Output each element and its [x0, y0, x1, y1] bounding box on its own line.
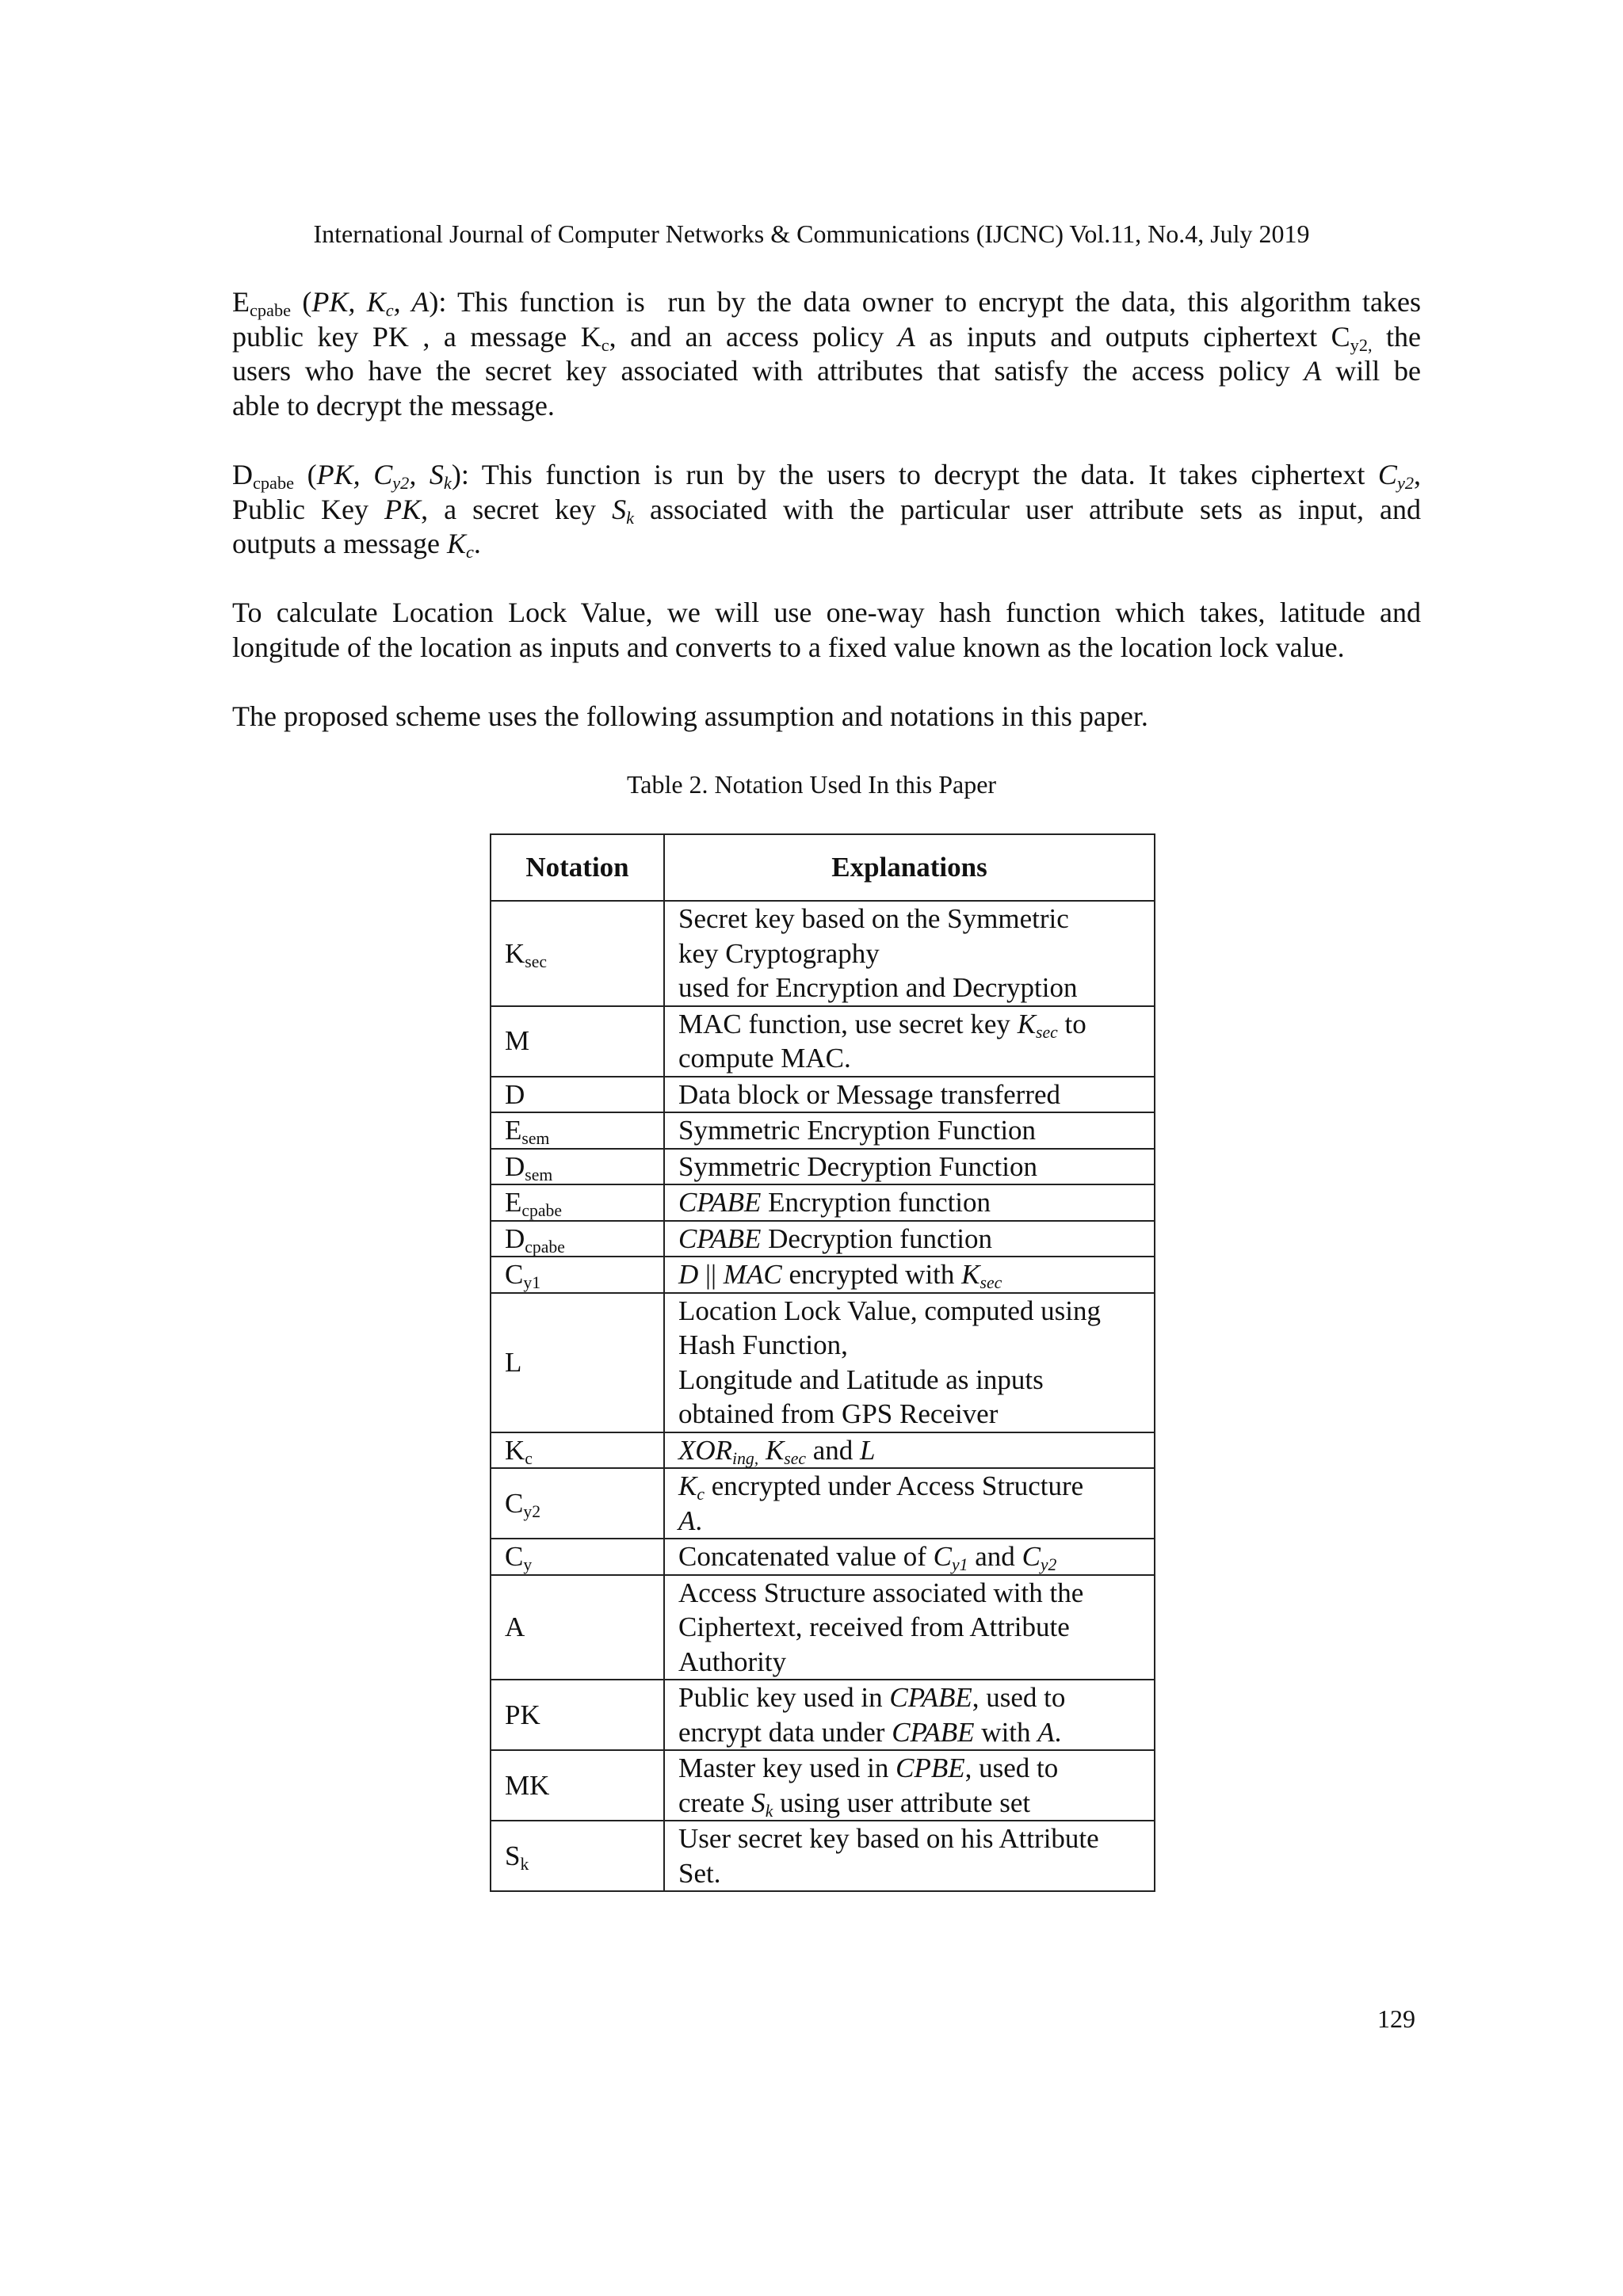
paragraph-location-lock — [232, 596, 1421, 665]
table-row — [491, 1575, 1155, 1680]
explanation-cell: Symmetric Decryption Function — [664, 1149, 1155, 1185]
notation-cell: MK — [491, 1750, 664, 1821]
table-row — [491, 1112, 1155, 1149]
notation-cell: L — [491, 1293, 664, 1432]
paragraph-line: Public Key PK, a secret key $S_k$ associated with the particular user attribute sets as input, and — [232, 493, 1421, 528]
paragraph-assumption — [232, 700, 1421, 734]
paragraph-line: able to decrypt the message. — [232, 389, 555, 421]
explanation-cell: Public key used in CPABE, used to encrypt data under CPABE with A. — [664, 1680, 1155, 1750]
explanation-cell: Concatenated value of $C_{y1}$ and $C_{y2}$ — [664, 1539, 1155, 1575]
explanation-cell: Symmetric Encryption Function — [664, 1112, 1155, 1149]
explanation-cell: CPABE Encryption function — [664, 1184, 1155, 1221]
notation-cell: $C_{y1}$ — [491, 1257, 664, 1293]
paragraph-line: To calculate Location Lock Value, we will use one-way hash function which takes, latitude and — [232, 597, 1421, 628]
table-row — [491, 1821, 1155, 1891]
explanation-cell: Master key used in CPBE, used to create $S_k$ using user attribute set — [664, 1750, 1155, 1821]
notation-cell: D — [491, 1077, 664, 1113]
table-row — [491, 1680, 1155, 1750]
explanation-cell: $K_c$ encrypted under Access Structure A. — [664, 1468, 1155, 1539]
running-header: International Journal of Computer Networks & Communications (IJCNC) Vol.11, No.4, July 2019 — [313, 219, 1310, 248]
table-row — [491, 1006, 1155, 1077]
paragraph-line: $E_{cpabe}$ (PK, $K_c$, A): This function is run by the data owner to encrypt the data, this algorithm takes — [232, 286, 1422, 321]
table-row — [491, 901, 1155, 1006]
notation-cell: $C_y$ — [491, 1539, 664, 1575]
table-row — [491, 1184, 1155, 1221]
notation-cell: A — [491, 1575, 664, 1680]
notation-cell: $D_{sem}$ — [491, 1149, 664, 1185]
explanation-cell: Secret key based on the Symmetric key Cryptography used for Encryption and Decryption — [664, 901, 1155, 1006]
table-row — [491, 1257, 1155, 1293]
table-row — [491, 1432, 1155, 1469]
table-row — [491, 1750, 1155, 1821]
paragraph-line: public key PK , a message $K_c$, and an access policy A as inputs and outputs ciphertext $C_{y2,}$ the — [232, 320, 1421, 355]
explanation-cell: Access Structure associated with the Ciphertext, received from Attribute Authority — [664, 1575, 1155, 1680]
paragraph-line: The proposed scheme uses the following assumption and notations in this paper. — [232, 700, 1148, 732]
notation-cell: $K_c$ — [491, 1432, 664, 1469]
paragraph-ecpabe — [232, 285, 1421, 423]
paragraph-line: $D_{cpabe}$ (PK, $C_{y2}$, $S_k$): This function is run by the users to decrypt the data. It takes ciphertext $C_{y2}$, — [232, 459, 1421, 494]
column-header-notation: Notation — [491, 834, 664, 901]
explanation-cell: MAC function, use secret key $K_{sec}$ to compute MAC. — [664, 1006, 1155, 1077]
explanation-cell: CPABE Decryption function — [664, 1221, 1155, 1257]
notation-cell: $D_{cpabe}$ — [491, 1221, 664, 1257]
notation-cell: $E_{sem}$ — [491, 1112, 664, 1149]
notation-cell: M — [491, 1006, 664, 1077]
table-row — [491, 1149, 1155, 1185]
notation-cell: $E_{cpabe}$ — [491, 1184, 664, 1221]
explanation-cell: User secret key based on his Attribute Set. — [664, 1821, 1155, 1891]
paragraph-dcpabe — [232, 458, 1421, 562]
explanation-cell: Data block or Message transferred — [664, 1077, 1155, 1113]
table-row — [491, 1221, 1155, 1257]
notation-cell: $K_{sec}$ — [491, 901, 664, 1006]
notation-cell: $S_k$ — [491, 1821, 664, 1891]
table-row — [491, 1539, 1155, 1575]
paragraph-line: longitude of the location as inputs and converts to a fixed value known as the location lock value. — [232, 631, 1345, 663]
paragraph-line: users who have the secret key associated with attributes that satisfy the access policy A will be — [232, 355, 1422, 387]
table-row — [491, 1077, 1155, 1113]
paragraph-line: outputs a message $K_c$. — [232, 528, 481, 563]
notation-cell: $C_{y2}$ — [491, 1468, 664, 1539]
explanation-cell: $XOR_{ing,}$ $K_{sec}$ and L — [664, 1432, 1155, 1469]
page-number: 129 — [1377, 2004, 1415, 2033]
table-caption: Table 2. Notation Used In this Paper — [626, 770, 997, 799]
notation-table — [490, 833, 1155, 1892]
table-row — [491, 1468, 1155, 1539]
explanation-cell: Location Lock Value, computed using Hash Function, Longitude and Latitude as inputs obtained from GPS Receiver — [664, 1293, 1155, 1432]
notation-cell: PK — [491, 1680, 664, 1750]
table-row — [491, 1293, 1155, 1432]
table-header-row — [491, 834, 1155, 901]
column-header-explanations: Explanations — [664, 834, 1155, 901]
explanation-cell: D || MAC encrypted with $K_{sec}$ — [664, 1257, 1155, 1293]
